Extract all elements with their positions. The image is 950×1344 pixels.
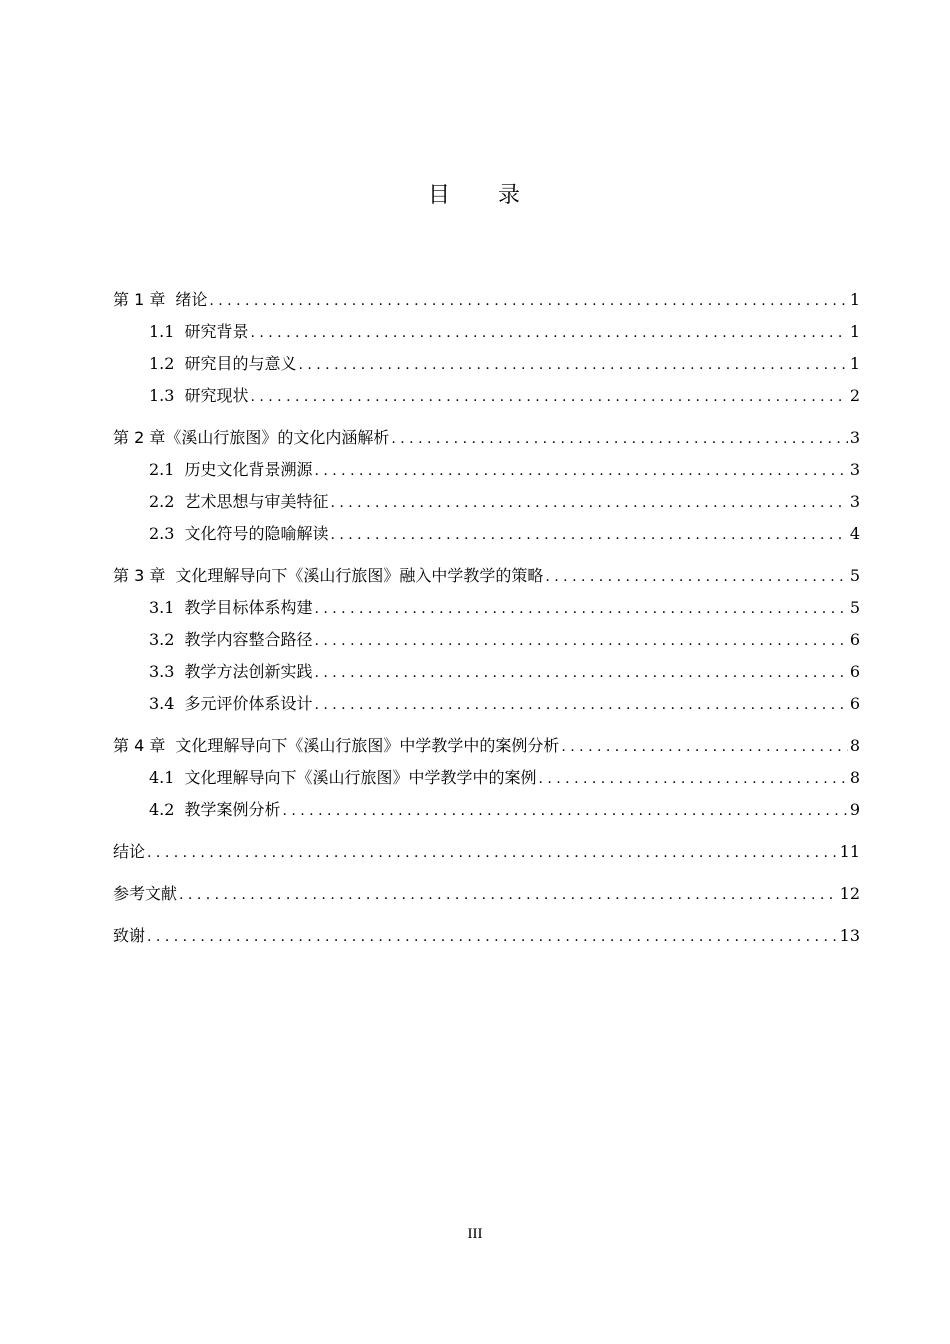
toc-entry-page: 6 [849,630,860,649]
toc-entry[interactable] [113,836,860,868]
toc-entry-number: 3.4 [149,694,175,713]
toc-entry[interactable] [113,348,860,380]
toc-entry-label: 艺术思想与审美特征 [184,492,329,511]
toc-entry-page: 12 [839,884,860,903]
toc-entry-label: 研究背景 [184,322,249,341]
toc-entry-label: 文化理解导向下《溪山行旅图》中学教学中的案例分析 [175,736,560,755]
toc-entry[interactable] [113,284,860,316]
toc-leader-dots [250,381,847,413]
toc-entry[interactable] [113,380,860,412]
toc-leader-dots [250,317,847,349]
toc-entry-number: 1.3 [149,386,175,405]
toc-entry-page: 8 [849,768,860,787]
toc-entry[interactable] [113,624,860,656]
toc-entry-page: 2 [849,386,860,405]
toc-title [0,178,950,209]
toc-entry-label: 历史文化背景溯源 [184,460,313,479]
toc-leader-dots [209,285,847,317]
table-of-contents [113,284,860,952]
toc-entry-number: 第 1 章 [113,290,166,309]
toc-entry-number: 3.3 [149,662,175,681]
toc-entry-page: 3 [849,460,860,479]
toc-entry-label: 文化理解导向下《溪山行旅图》中学教学中的案例 [184,768,537,787]
toc-entry[interactable] [113,878,860,910]
toc-entry[interactable] [113,688,860,720]
toc-entry-page: 5 [849,566,860,585]
toc-entry-label: 多元评价体系设计 [184,694,313,713]
toc-leader-dots [314,625,847,657]
toc-entry-number: 4.1 [149,768,175,787]
toc-entry-number: 1.2 [149,354,175,373]
toc-entry-number: 3.1 [149,598,175,617]
toc-entry-number: 第 2 章 [113,428,166,447]
toc-entry-label: 教学内容整合路径 [184,630,313,649]
toc-entry-number: 3.2 [149,630,175,649]
toc-entry[interactable] [113,656,860,688]
toc-leader-dots [538,763,847,795]
toc-entry-label: 文化符号的隐喻解读 [184,524,329,543]
toc-leader-dots [330,487,847,519]
toc-entry-number: 2.3 [149,524,175,543]
toc-leader-dots [545,561,847,593]
toc-entry[interactable] [113,316,860,348]
toc-entry-label: 绪论 [175,290,208,309]
toc-entry-label: 教学目标体系构建 [184,598,313,617]
toc-entry-page: 11 [839,842,860,861]
toc-entry-label: 《溪山行旅图》的文化内涵解析 [165,428,390,447]
toc-entry[interactable] [113,518,860,550]
toc-entry-number: 第 3 章 [113,566,166,585]
toc-leader-dots [147,921,838,953]
toc-leader-dots [298,349,847,381]
toc-entry[interactable] [113,794,860,826]
toc-entry[interactable] [113,486,860,518]
toc-leader-dots [282,795,847,827]
toc-title-right: 录 [498,183,523,208]
page-number: III [467,1226,483,1242]
toc-leader-dots [179,879,838,911]
toc-entry-label: 文化理解导向下《溪山行旅图》融入中学教学的策略 [175,566,544,585]
toc-entry-label: 结论 [113,842,146,861]
toc-leader-dots [314,657,847,689]
toc-entry[interactable] [113,920,860,952]
toc-entry-page: 1 [849,354,860,373]
toc-entry-number: 2.2 [149,492,175,511]
toc-entry-label: 教学方法创新实践 [184,662,313,681]
toc-entry[interactable] [113,592,860,624]
toc-entry-page: 9 [849,800,860,819]
toc-leader-dots [391,423,847,455]
toc-leader-dots [561,731,847,763]
toc-entry-page: 1 [849,290,860,309]
toc-entry-number: 2.1 [149,460,175,479]
toc-entry[interactable] [113,454,860,486]
toc-entry-label: 致谢 [113,926,146,945]
toc-leader-dots [330,519,847,551]
toc-entry-page: 5 [849,598,860,617]
toc-entry-label: 教学案例分析 [184,800,281,819]
toc-entry-page: 6 [849,662,860,681]
toc-entry-number: 4.2 [149,800,175,819]
toc-entry-page: 4 [849,524,860,543]
toc-entry-page: 6 [849,694,860,713]
toc-entry[interactable] [113,762,860,794]
toc-entry-label: 参考文献 [113,884,178,903]
toc-entry[interactable] [113,560,860,592]
toc-entry-page: 3 [849,428,860,447]
toc-leader-dots [314,593,847,625]
toc-entry-page: 13 [839,926,860,945]
toc-entry-page: 3 [849,492,860,511]
toc-entry-label: 研究目的与意义 [184,354,297,373]
toc-entry-label: 研究现状 [184,386,249,405]
toc-entry-number: 1.1 [149,322,175,341]
toc-title-left: 目 [427,183,452,208]
toc-leader-dots [314,455,847,487]
toc-entry[interactable] [113,422,860,454]
toc-entry-page: 8 [849,736,860,755]
toc-leader-dots [314,689,847,721]
toc-entry-number: 第 4 章 [113,736,166,755]
toc-entry-page: 1 [849,322,860,341]
toc-leader-dots [147,837,838,869]
toc-entry[interactable] [113,730,860,762]
